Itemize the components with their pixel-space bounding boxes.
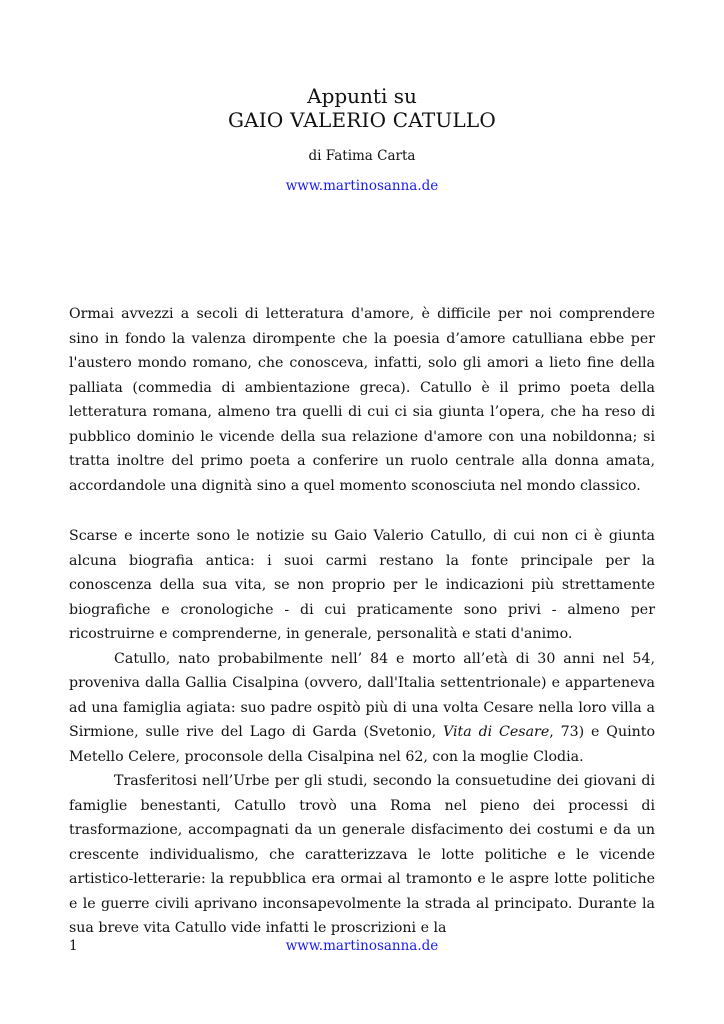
author-line: di Fatima Carta — [308, 148, 416, 164]
biography-paragraph: Scarse e incerte sono le notizie su Gaio Valerio Catullo, di cui non ci è giunta alcuna biografia antica: i suoi carmi restano la fonte principale per la conoscenza della sua vita, se non proprio per le indicazioni più strettamente biografiche e cronologiche - di cui praticamente sono privi - almeno per ricostruirne e comprenderne, in generale, personalità e stati d'animo. — [69, 528, 655, 642]
document-title-line2: GAIO VALERIO CATULLO — [227, 108, 496, 132]
document-title-line1: Appunti su — [307, 84, 417, 108]
page-number: 1 — [69, 938, 78, 954]
birth-paragraph — [69, 647, 655, 770]
biography-section — [69, 524, 655, 941]
work-title-italic: Vita di Cesare — [443, 724, 550, 740]
footer-website-link[interactable]: www.martinosanna.de — [285, 938, 439, 954]
rome-paragraph: Trasferitosi nell’Urbe per gli studi, secondo la consuetudine dei giovani di famiglie benestanti, Catullo trovò una Roma nel pieno dei processi di trasformazione, accompagnati da un generale disfacimento dei costumi e da un crescente individualismo, che caratterizzava le lotte politiche e le vicende artistico-letterarie: la repubblica era ormai al tramonto e le aspre lotte politiche e le guerre civili aprivano inconsapevolmente la strada al principato. Durante la sua breve vita Catullo vide infatti le proscrizioni e la — [69, 773, 655, 936]
birth-text-part2: , 73) e Quinto Metello Celere, proconsole della Cisalpina nel 62, con la moglie Clodia. — [69, 724, 655, 765]
birth-text-part1: Catullo, nato probabilmente nell’ 84 e morto all’età di 30 anni nel 54, proveniva dalla Gallia Cisalpina (ovvero, dall'Italia settentrionale) e apparteneva ad una famiglia agiata: suo padre ospitò più di una volta Cesare nella loro villa a Sirmione, sulle rive del Lago di Garda (Svetonio, — [69, 650, 655, 740]
intro-paragraph: Ormai avvezzi a secoli di letteratura d'amore, è difficile per noi comprendere sino in fondo la valenza dirompente che la poesia d’amore catulliana ebbe per l'austero mondo romano, che conosceva, infatti, solo gli amori a lieto fine della palliata (commedia di ambientazione greca). Catullo è il primo poeta della letteratura romana, almeno tra quelli di cui ci sia giunta l’opera, che ha reso di pubblico dominio le vicende della sua relazione d'amore con una nobildonna; si tratta inoltre del primo poeta a conferire un ruolo centrale alla donna amata, accordandole una dignità sino a quel momento sconosciuta nel mondo classico. — [69, 306, 655, 494]
header-website-link[interactable]: www.martinosanna.de — [285, 178, 439, 194]
